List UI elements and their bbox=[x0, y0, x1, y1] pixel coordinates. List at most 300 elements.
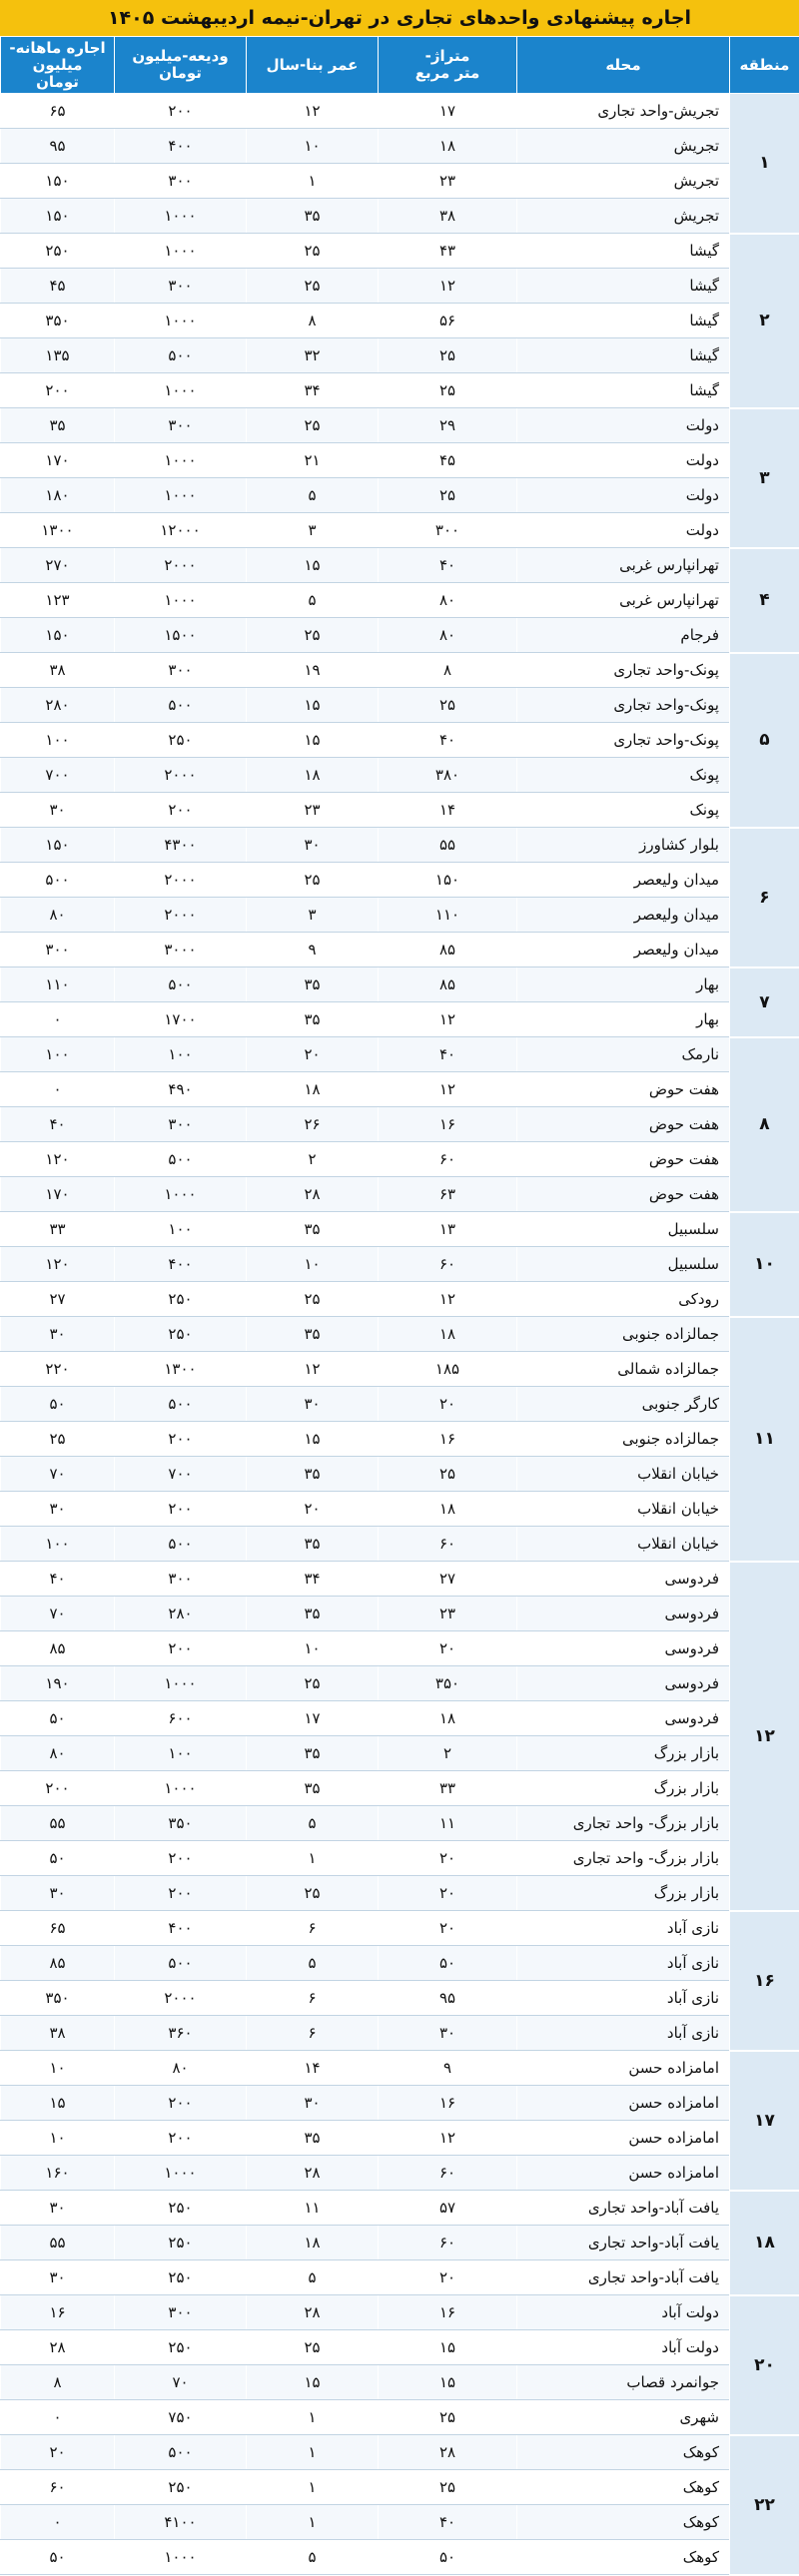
cell-deposit: ۷۵۰ bbox=[115, 2400, 247, 2435]
cell-deposit: ۳۰۰ bbox=[115, 653, 247, 688]
cell-rent: ۳۸ bbox=[1, 2016, 115, 2051]
cell-region: ۱۸ bbox=[730, 2191, 799, 2295]
cell-rent: ۸۵ bbox=[1, 1946, 115, 1981]
table-row bbox=[1, 1911, 799, 1946]
cell-neighborhood: هفت حوض bbox=[517, 1107, 730, 1142]
cell-region: ۳ bbox=[730, 408, 799, 548]
cell-rent: ۱۵ bbox=[1, 2086, 115, 2121]
cell-region: ۱ bbox=[730, 94, 799, 234]
table-row bbox=[1, 758, 799, 793]
cell-area: ۱۱ bbox=[379, 1806, 517, 1841]
cell-age: ۱ bbox=[247, 164, 379, 199]
cell-deposit: ۱۰۰۰ bbox=[115, 478, 247, 513]
cell-area: ۱۵ bbox=[379, 2365, 517, 2400]
cell-neighborhood: سلسبیل bbox=[517, 1247, 730, 1282]
cell-neighborhood: بازار بزرگ- واحد تجاری bbox=[517, 1841, 730, 1876]
cell-area: ۵۷ bbox=[379, 2191, 517, 2226]
cell-area: ۱۸ bbox=[379, 1317, 517, 1352]
cell-age: ۲۱ bbox=[247, 443, 379, 478]
cell-age: ۱۰ bbox=[247, 1247, 379, 1282]
table-row bbox=[1, 1597, 799, 1631]
cell-area: ۲۹ bbox=[379, 408, 517, 443]
cell-area: ۲۵ bbox=[379, 1457, 517, 1492]
cell-area: ۱۶ bbox=[379, 1107, 517, 1142]
cell-deposit: ۳۰۰ bbox=[115, 2295, 247, 2330]
table-row bbox=[1, 2260, 799, 2295]
cell-area: ۱۱۰ bbox=[379, 898, 517, 933]
cell-age: ۲۳ bbox=[247, 793, 379, 828]
cell-age: ۳۰ bbox=[247, 828, 379, 863]
cell-neighborhood: جمالزاده شمالی bbox=[517, 1352, 730, 1387]
cell-rent: ۱۰ bbox=[1, 2121, 115, 2156]
cell-rent: ۲۲۰ bbox=[1, 1352, 115, 1387]
cell-age: ۲۰ bbox=[247, 1037, 379, 1072]
cell-neighborhood: دولت bbox=[517, 513, 730, 548]
cell-neighborhood: نازی آباد bbox=[517, 1946, 730, 1981]
cell-neighborhood: گیشا bbox=[517, 304, 730, 338]
table-row bbox=[1, 2016, 799, 2051]
cell-area: ۱۷ bbox=[379, 94, 517, 129]
cell-rent: ۳۰ bbox=[1, 2260, 115, 2295]
cell-age: ۳ bbox=[247, 898, 379, 933]
cell-deposit: ۲۵۰ bbox=[115, 1317, 247, 1352]
cell-deposit: ۱۳۰۰ bbox=[115, 1352, 247, 1387]
table-row bbox=[1, 1876, 799, 1911]
table-row bbox=[1, 373, 799, 408]
cell-age: ۲۸ bbox=[247, 1177, 379, 1212]
cell-area: ۲۳ bbox=[379, 164, 517, 199]
table-row bbox=[1, 2226, 799, 2260]
cell-age: ۳۲ bbox=[247, 338, 379, 373]
cell-neighborhood: کارگر جنوبی bbox=[517, 1387, 730, 1422]
table-row bbox=[1, 1352, 799, 1387]
cell-age: ۵ bbox=[247, 1806, 379, 1841]
table-row bbox=[1, 1736, 799, 1771]
cell-deposit: ۲۰۰ bbox=[115, 1631, 247, 1666]
table-row bbox=[1, 2295, 799, 2330]
table-body bbox=[1, 94, 799, 2575]
cell-area: ۲۵ bbox=[379, 338, 517, 373]
table-row bbox=[1, 1492, 799, 1527]
cell-age: ۲۸ bbox=[247, 2156, 379, 2191]
cell-rent: ۳۰ bbox=[1, 2191, 115, 2226]
table-row bbox=[1, 2435, 799, 2470]
cell-neighborhood: دولت آباد bbox=[517, 2295, 730, 2330]
header-age: عمر بنا-سال bbox=[247, 37, 379, 94]
cell-neighborhood: یافت آباد-واحد تجاری bbox=[517, 2191, 730, 2226]
table-row bbox=[1, 94, 799, 129]
cell-neighborhood: نارمک bbox=[517, 1037, 730, 1072]
table-row bbox=[1, 478, 799, 513]
cell-rent: ۷۰۰ bbox=[1, 758, 115, 793]
cell-age: ۶ bbox=[247, 2016, 379, 2051]
cell-rent: ۵۰ bbox=[1, 1387, 115, 1422]
cell-rent: ۴۰ bbox=[1, 1562, 115, 1597]
cell-area: ۱۶ bbox=[379, 1422, 517, 1457]
cell-neighborhood: تهرانپارس غربی bbox=[517, 583, 730, 618]
cell-neighborhood: پونک-واحد تجاری bbox=[517, 653, 730, 688]
cell-age: ۱ bbox=[247, 1841, 379, 1876]
cell-deposit: ۱۰۰۰ bbox=[115, 443, 247, 478]
cell-age: ۳۵ bbox=[247, 1527, 379, 1562]
cell-rent: ۱۲۰ bbox=[1, 1142, 115, 1177]
cell-deposit: ۲۵۰ bbox=[115, 2191, 247, 2226]
table-row bbox=[1, 967, 799, 1002]
cell-deposit: ۳۶۰ bbox=[115, 2016, 247, 2051]
cell-age: ۱۲ bbox=[247, 1352, 379, 1387]
cell-region: ۲۲ bbox=[730, 2435, 799, 2575]
cell-deposit: ۴۱۰۰ bbox=[115, 2505, 247, 2540]
cell-rent: ۲۸۰ bbox=[1, 688, 115, 723]
cell-deposit: ۴۳۰۰ bbox=[115, 828, 247, 863]
cell-age: ۳۵ bbox=[247, 1317, 379, 1352]
table-row bbox=[1, 2505, 799, 2540]
cell-age: ۱ bbox=[247, 2400, 379, 2435]
cell-deposit: ۴۰۰ bbox=[115, 1247, 247, 1282]
cell-neighborhood: بهار bbox=[517, 967, 730, 1002]
cell-rent: ۱۰۰ bbox=[1, 1037, 115, 1072]
cell-neighborhood: گیشا bbox=[517, 234, 730, 269]
cell-age: ۳۵ bbox=[247, 1736, 379, 1771]
cell-rent: ۰ bbox=[1, 2400, 115, 2435]
cell-deposit: ۲۰۰ bbox=[115, 1841, 247, 1876]
table-row bbox=[1, 1771, 799, 1806]
cell-region: ۱۲ bbox=[730, 1562, 799, 1911]
cell-deposit: ۵۰۰ bbox=[115, 967, 247, 1002]
cell-age: ۱۹ bbox=[247, 653, 379, 688]
cell-neighborhood: پونک-واحد تجاری bbox=[517, 723, 730, 758]
cell-neighborhood: میدان ولیعصر bbox=[517, 898, 730, 933]
cell-rent: ۴۰ bbox=[1, 1107, 115, 1142]
cell-neighborhood: سلسبیل bbox=[517, 1212, 730, 1247]
cell-rent: ۱۹۰ bbox=[1, 1666, 115, 1701]
cell-area: ۲۰ bbox=[379, 1876, 517, 1911]
cell-rent: ۲۷۰ bbox=[1, 548, 115, 583]
cell-neighborhood: فردوسی bbox=[517, 1562, 730, 1597]
cell-rent: ۱۶ bbox=[1, 2295, 115, 2330]
cell-neighborhood: پونک bbox=[517, 758, 730, 793]
cell-deposit: ۱۰۰۰ bbox=[115, 199, 247, 234]
cell-deposit: ۷۰۰ bbox=[115, 1457, 247, 1492]
cell-neighborhood: فردوسی bbox=[517, 1666, 730, 1701]
cell-deposit: ۲۰۰ bbox=[115, 1876, 247, 1911]
cell-area: ۱۶ bbox=[379, 2086, 517, 2121]
cell-age: ۳۰ bbox=[247, 2086, 379, 2121]
cell-deposit: ۵۰۰ bbox=[115, 338, 247, 373]
cell-rent: ۱۱۰ bbox=[1, 967, 115, 1002]
table-row bbox=[1, 513, 799, 548]
cell-rent: ۶۵ bbox=[1, 94, 115, 129]
cell-area: ۵۰ bbox=[379, 2540, 517, 2575]
table-row bbox=[1, 2121, 799, 2156]
cell-rent: ۵۰۰ bbox=[1, 863, 115, 898]
cell-neighborhood: بهار bbox=[517, 1002, 730, 1037]
cell-neighborhood: نازی آباد bbox=[517, 1911, 730, 1946]
header-neighborhood: محله bbox=[517, 37, 730, 94]
cell-deposit: ۱۰۰۰ bbox=[115, 1666, 247, 1701]
cell-area: ۶۰ bbox=[379, 1247, 517, 1282]
cell-area: ۴۰ bbox=[379, 1037, 517, 1072]
cell-area: ۱۲ bbox=[379, 1282, 517, 1317]
cell-age: ۱۰ bbox=[247, 1631, 379, 1666]
cell-area: ۱۲ bbox=[379, 1002, 517, 1037]
cell-deposit: ۴۰۰ bbox=[115, 1911, 247, 1946]
cell-age: ۲۵ bbox=[247, 269, 379, 304]
cell-deposit: ۴۰۰ bbox=[115, 129, 247, 164]
cell-neighborhood: کوهک bbox=[517, 2435, 730, 2470]
cell-neighborhood: تجریش bbox=[517, 164, 730, 199]
cell-area: ۲۰ bbox=[379, 1841, 517, 1876]
table-row bbox=[1, 1631, 799, 1666]
cell-deposit: ۱۰۰۰ bbox=[115, 234, 247, 269]
cell-age: ۱۵ bbox=[247, 548, 379, 583]
cell-rent: ۵۵ bbox=[1, 2226, 115, 2260]
table-row bbox=[1, 793, 799, 828]
cell-neighborhood: دولت bbox=[517, 408, 730, 443]
cell-rent: ۱۷۰ bbox=[1, 1177, 115, 1212]
cell-neighborhood: دولت آباد bbox=[517, 2330, 730, 2365]
cell-deposit: ۱۰۰۰ bbox=[115, 1771, 247, 1806]
cell-rent: ۲۰۰ bbox=[1, 373, 115, 408]
cell-neighborhood: خیابان انقلاب bbox=[517, 1457, 730, 1492]
table-row bbox=[1, 443, 799, 478]
cell-neighborhood: جمالزاده جنوبی bbox=[517, 1422, 730, 1457]
table-row bbox=[1, 1701, 799, 1736]
header-region: منطقه bbox=[730, 37, 799, 94]
cell-rent: ۲۵ bbox=[1, 1422, 115, 1457]
cell-neighborhood: امامزاده حسن bbox=[517, 2156, 730, 2191]
cell-neighborhood: فردوسی bbox=[517, 1701, 730, 1736]
cell-deposit: ۵۰۰ bbox=[115, 1142, 247, 1177]
cell-area: ۳۸ bbox=[379, 199, 517, 234]
cell-area: ۲۰ bbox=[379, 2260, 517, 2295]
table-row bbox=[1, 1841, 799, 1876]
table-row bbox=[1, 2156, 799, 2191]
cell-rent: ۷۰ bbox=[1, 1457, 115, 1492]
cell-deposit: ۱۰۰۰ bbox=[115, 2156, 247, 2191]
cell-neighborhood: امامزاده حسن bbox=[517, 2051, 730, 2086]
cell-rent: ۱۵۰ bbox=[1, 199, 115, 234]
cell-deposit: ۲۸۰ bbox=[115, 1597, 247, 1631]
cell-neighborhood: بازار بزرگ bbox=[517, 1736, 730, 1771]
cell-rent: ۳۰ bbox=[1, 1876, 115, 1911]
cell-age: ۲۵ bbox=[247, 2330, 379, 2365]
cell-rent: ۱۰۰ bbox=[1, 1527, 115, 1562]
cell-rent: ۱۵۰ bbox=[1, 164, 115, 199]
cell-deposit: ۲۵۰ bbox=[115, 1282, 247, 1317]
cell-area: ۱۲ bbox=[379, 2121, 517, 2156]
cell-age: ۹ bbox=[247, 933, 379, 967]
cell-neighborhood: فردوسی bbox=[517, 1597, 730, 1631]
cell-region: ۷ bbox=[730, 967, 799, 1037]
cell-neighborhood: بازار بزرگ bbox=[517, 1876, 730, 1911]
cell-deposit: ۳۰۰ bbox=[115, 1562, 247, 1597]
table-title: اجاره پیشنهادی واحدهای تجاری در تهران-نیمه اردیبهشت ۱۴۰۵ bbox=[0, 0, 799, 36]
table-row bbox=[1, 1562, 799, 1597]
cell-age: ۵ bbox=[247, 2540, 379, 2575]
table-row bbox=[1, 933, 799, 967]
cell-neighborhood: پونک bbox=[517, 793, 730, 828]
cell-age: ۱۵ bbox=[247, 1422, 379, 1457]
cell-area: ۴۰ bbox=[379, 2505, 517, 2540]
cell-neighborhood: کوهک bbox=[517, 2505, 730, 2540]
table-row bbox=[1, 1177, 799, 1212]
cell-deposit: ۳۰۰۰ bbox=[115, 933, 247, 967]
cell-age: ۲ bbox=[247, 1142, 379, 1177]
table-row bbox=[1, 338, 799, 373]
table-row bbox=[1, 269, 799, 304]
cell-neighborhood: کوهک bbox=[517, 2470, 730, 2505]
cell-rent: ۱۸۰ bbox=[1, 478, 115, 513]
cell-age: ۱۵ bbox=[247, 723, 379, 758]
cell-area: ۲۵ bbox=[379, 688, 517, 723]
table-row bbox=[1, 304, 799, 338]
cell-deposit: ۱۰۰ bbox=[115, 1212, 247, 1247]
cell-rent: ۱۵۰ bbox=[1, 828, 115, 863]
table-row bbox=[1, 1422, 799, 1457]
cell-deposit: ۲۰۰۰ bbox=[115, 1981, 247, 2016]
cell-age: ۵ bbox=[247, 2260, 379, 2295]
cell-deposit: ۶۰۰ bbox=[115, 1701, 247, 1736]
cell-age: ۲۵ bbox=[247, 618, 379, 653]
table-row bbox=[1, 583, 799, 618]
cell-age: ۳ bbox=[247, 513, 379, 548]
cell-neighborhood: گیشا bbox=[517, 338, 730, 373]
cell-neighborhood: یافت آباد-واحد تجاری bbox=[517, 2260, 730, 2295]
cell-region: ۸ bbox=[730, 1037, 799, 1212]
cell-rent: ۳۰ bbox=[1, 1492, 115, 1527]
cell-neighborhood: امامزاده حسن bbox=[517, 2121, 730, 2156]
cell-deposit: ۲۰۰ bbox=[115, 793, 247, 828]
cell-deposit: ۱۰۰۰ bbox=[115, 373, 247, 408]
cell-area: ۱۲ bbox=[379, 269, 517, 304]
cell-age: ۱۵ bbox=[247, 688, 379, 723]
cell-deposit: ۱۰۰ bbox=[115, 1736, 247, 1771]
cell-age: ۲۵ bbox=[247, 408, 379, 443]
table-row bbox=[1, 2400, 799, 2435]
cell-area: ۲۰ bbox=[379, 1387, 517, 1422]
table-row bbox=[1, 723, 799, 758]
cell-neighborhood: تجریش-واحد تجاری bbox=[517, 94, 730, 129]
cell-area: ۱۸۵ bbox=[379, 1352, 517, 1387]
cell-rent: ۸۵ bbox=[1, 1631, 115, 1666]
cell-area: ۲۳ bbox=[379, 1597, 517, 1631]
cell-neighborhood: هفت حوض bbox=[517, 1177, 730, 1212]
cell-rent: ۳۳ bbox=[1, 1212, 115, 1247]
cell-region: ۱۷ bbox=[730, 2051, 799, 2191]
table-row bbox=[1, 1666, 799, 1701]
cell-age: ۳۵ bbox=[247, 1212, 379, 1247]
cell-area: ۱۴ bbox=[379, 793, 517, 828]
header-rent-line2: تومان bbox=[36, 73, 79, 91]
header-row bbox=[1, 37, 799, 94]
cell-area: ۸۵ bbox=[379, 967, 517, 1002]
table-row bbox=[1, 164, 799, 199]
cell-age: ۱۵ bbox=[247, 2365, 379, 2400]
cell-neighborhood: خیابان انقلاب bbox=[517, 1492, 730, 1527]
cell-neighborhood: پونک-واحد تجاری bbox=[517, 688, 730, 723]
cell-deposit: ۷۰ bbox=[115, 2365, 247, 2400]
cell-deposit: ۱۰۰ bbox=[115, 1037, 247, 1072]
cell-neighborhood: گیشا bbox=[517, 373, 730, 408]
cell-neighborhood: جمالزاده جنوبی bbox=[517, 1317, 730, 1352]
cell-area: ۹۵ bbox=[379, 1981, 517, 2016]
cell-rent: ۵۰ bbox=[1, 2540, 115, 2575]
table-row bbox=[1, 828, 799, 863]
cell-area: ۱۸ bbox=[379, 129, 517, 164]
cell-deposit: ۲۵۰ bbox=[115, 2226, 247, 2260]
cell-rent: ۱۵۰ bbox=[1, 618, 115, 653]
cell-age: ۱۸ bbox=[247, 1072, 379, 1107]
cell-area: ۸۰ bbox=[379, 618, 517, 653]
table-row bbox=[1, 863, 799, 898]
cell-deposit: ۱۰۰۰ bbox=[115, 304, 247, 338]
cell-area: ۲۷ bbox=[379, 1562, 517, 1597]
cell-deposit: ۳۰۰ bbox=[115, 164, 247, 199]
cell-age: ۳۵ bbox=[247, 967, 379, 1002]
cell-deposit: ۳۰۰ bbox=[115, 269, 247, 304]
cell-age: ۳۴ bbox=[247, 373, 379, 408]
cell-area: ۵۶ bbox=[379, 304, 517, 338]
cell-deposit: ۱۲۰۰۰ bbox=[115, 513, 247, 548]
cell-deposit: ۲۰۰ bbox=[115, 2121, 247, 2156]
cell-age: ۵ bbox=[247, 478, 379, 513]
cell-rent: ۲۰۰ bbox=[1, 1771, 115, 1806]
cell-age: ۶ bbox=[247, 1911, 379, 1946]
cell-age: ۳۵ bbox=[247, 2121, 379, 2156]
table-row bbox=[1, 1946, 799, 1981]
cell-area: ۱۵۰ bbox=[379, 863, 517, 898]
cell-neighborhood: دولت bbox=[517, 443, 730, 478]
table-row bbox=[1, 1527, 799, 1562]
cell-rent: ۱۰ bbox=[1, 2051, 115, 2086]
cell-area: ۴۰ bbox=[379, 723, 517, 758]
cell-age: ۸ bbox=[247, 304, 379, 338]
cell-area: ۲۵ bbox=[379, 2470, 517, 2505]
cell-neighborhood: بلوار کشاورز bbox=[517, 828, 730, 863]
cell-neighborhood: رودکی bbox=[517, 1282, 730, 1317]
cell-rent: ۵۰ bbox=[1, 1841, 115, 1876]
cell-rent: ۱۳۰۰ bbox=[1, 513, 115, 548]
cell-area: ۳۰ bbox=[379, 2016, 517, 2051]
cell-neighborhood: هفت حوض bbox=[517, 1072, 730, 1107]
table-row bbox=[1, 2086, 799, 2121]
cell-age: ۳۵ bbox=[247, 199, 379, 234]
cell-deposit: ۵۰۰ bbox=[115, 688, 247, 723]
cell-rent: ۰ bbox=[1, 1002, 115, 1037]
cell-rent: ۰ bbox=[1, 2505, 115, 2540]
cell-area: ۸ bbox=[379, 653, 517, 688]
cell-area: ۳۸۰ bbox=[379, 758, 517, 793]
header-deposit-line1: ودیعه-میلیون bbox=[132, 47, 228, 65]
cell-neighborhood: بازار بزرگ- واحد تجاری bbox=[517, 1806, 730, 1841]
cell-age: ۳۵ bbox=[247, 1597, 379, 1631]
rent-table bbox=[0, 36, 799, 2576]
cell-area: ۳۰۰ bbox=[379, 513, 517, 548]
cell-region: ۱۰ bbox=[730, 1212, 799, 1317]
table-row bbox=[1, 129, 799, 164]
cell-deposit: ۵۰۰ bbox=[115, 1527, 247, 1562]
cell-age: ۲۵ bbox=[247, 863, 379, 898]
cell-area: ۸۰ bbox=[379, 583, 517, 618]
cell-area: ۲ bbox=[379, 1736, 517, 1771]
cell-area: ۲۵ bbox=[379, 373, 517, 408]
cell-area: ۱۶ bbox=[379, 2295, 517, 2330]
cell-region: ۱۱ bbox=[730, 1317, 799, 1562]
table-row bbox=[1, 1282, 799, 1317]
cell-deposit: ۲۰۰ bbox=[115, 2086, 247, 2121]
header-deposit bbox=[115, 37, 247, 94]
